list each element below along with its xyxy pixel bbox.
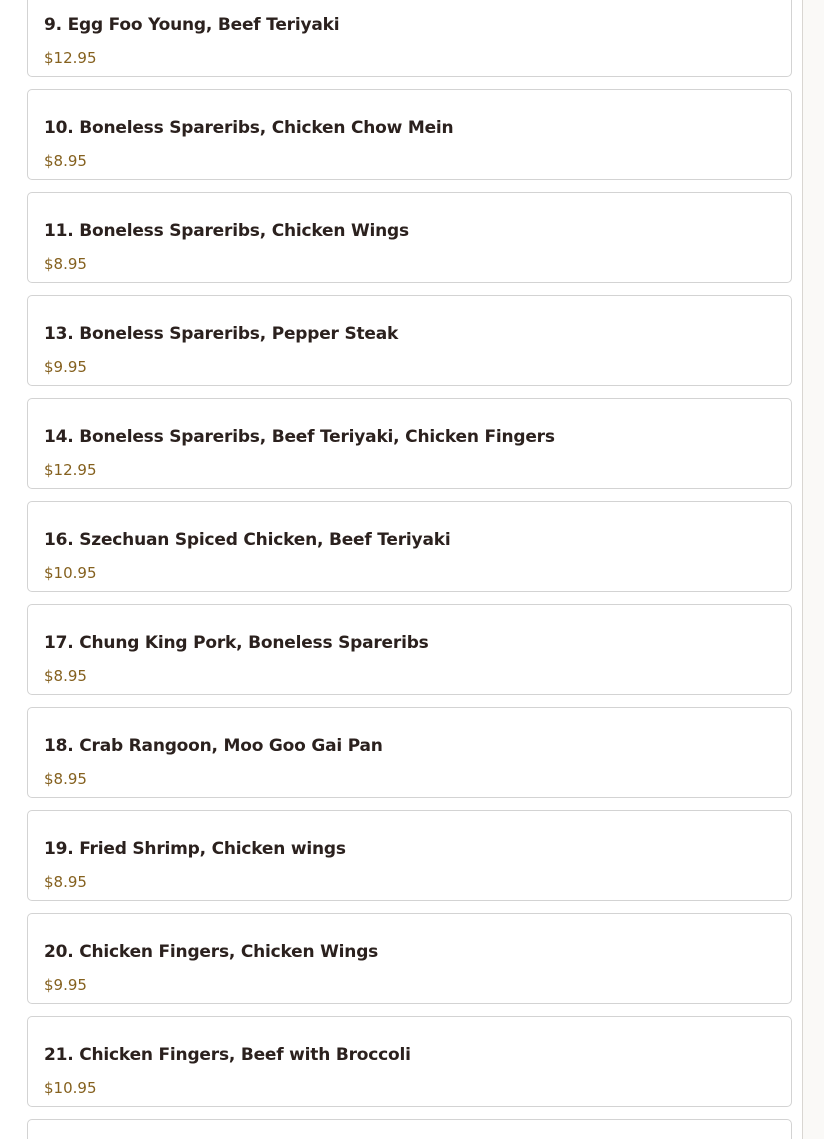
menu-item-name: 18. Crab Rangoon, Moo Goo Gai Pan xyxy=(44,736,383,756)
menu-item-card[interactable] xyxy=(27,810,792,901)
menu-item-name: 17. Chung King Pork, Boneless Spareribs xyxy=(44,633,429,653)
menu-item-price: $9.95 xyxy=(44,976,87,994)
menu-item-card[interactable] xyxy=(27,295,792,386)
menu-item-price: $8.95 xyxy=(44,667,87,685)
menu-item-card[interactable] xyxy=(27,1119,792,1139)
menu-item-name: 19. Fried Shrimp, Chicken wings xyxy=(44,839,346,859)
menu-item-price: $8.95 xyxy=(44,255,87,273)
menu-item-card[interactable] xyxy=(27,1016,792,1107)
menu-item-price: $12.95 xyxy=(44,461,97,479)
menu-item-name: 10. Boneless Spareribs, Chicken Chow Mein xyxy=(44,118,454,138)
menu-item-list xyxy=(27,0,792,1139)
menu-item-card[interactable] xyxy=(27,192,792,283)
menu-item-name: 21. Chicken Fingers, Beef with Broccoli xyxy=(44,1045,411,1065)
menu-item-card[interactable] xyxy=(27,913,792,1004)
menu-item-price: $12.95 xyxy=(44,49,97,67)
menu-item-name: 20. Chicken Fingers, Chicken Wings xyxy=(44,942,379,962)
menu-item-name: 16. Szechuan Spiced Chicken, Beef Teriyaki xyxy=(44,530,451,550)
menu-item-card[interactable] xyxy=(27,501,792,592)
menu-item-price: $10.95 xyxy=(44,1079,97,1097)
menu-item-card[interactable] xyxy=(27,398,792,489)
menu-item-price: $10.95 xyxy=(44,564,97,582)
menu-item-name: 9. Egg Foo Young, Beef Teriyaki xyxy=(44,15,340,35)
menu-item-name: 11. Boneless Spareribs, Chicken Wings xyxy=(44,221,409,241)
menu-item-card[interactable] xyxy=(27,89,792,180)
menu-item-price: $8.95 xyxy=(44,873,87,891)
menu-item-name: 14. Boneless Spareribs, Beef Teriyaki, Chicken Fingers xyxy=(44,427,555,447)
menu-item-price: $8.95 xyxy=(44,152,87,170)
menu-item-price: $9.95 xyxy=(44,358,87,376)
menu-item-name: 13. Boneless Spareribs, Pepper Steak xyxy=(44,324,399,344)
menu-item-card[interactable] xyxy=(27,604,792,695)
menu-item-card[interactable] xyxy=(27,0,792,77)
menu-item-card[interactable] xyxy=(27,707,792,798)
menu-item-price: $8.95 xyxy=(44,770,87,788)
